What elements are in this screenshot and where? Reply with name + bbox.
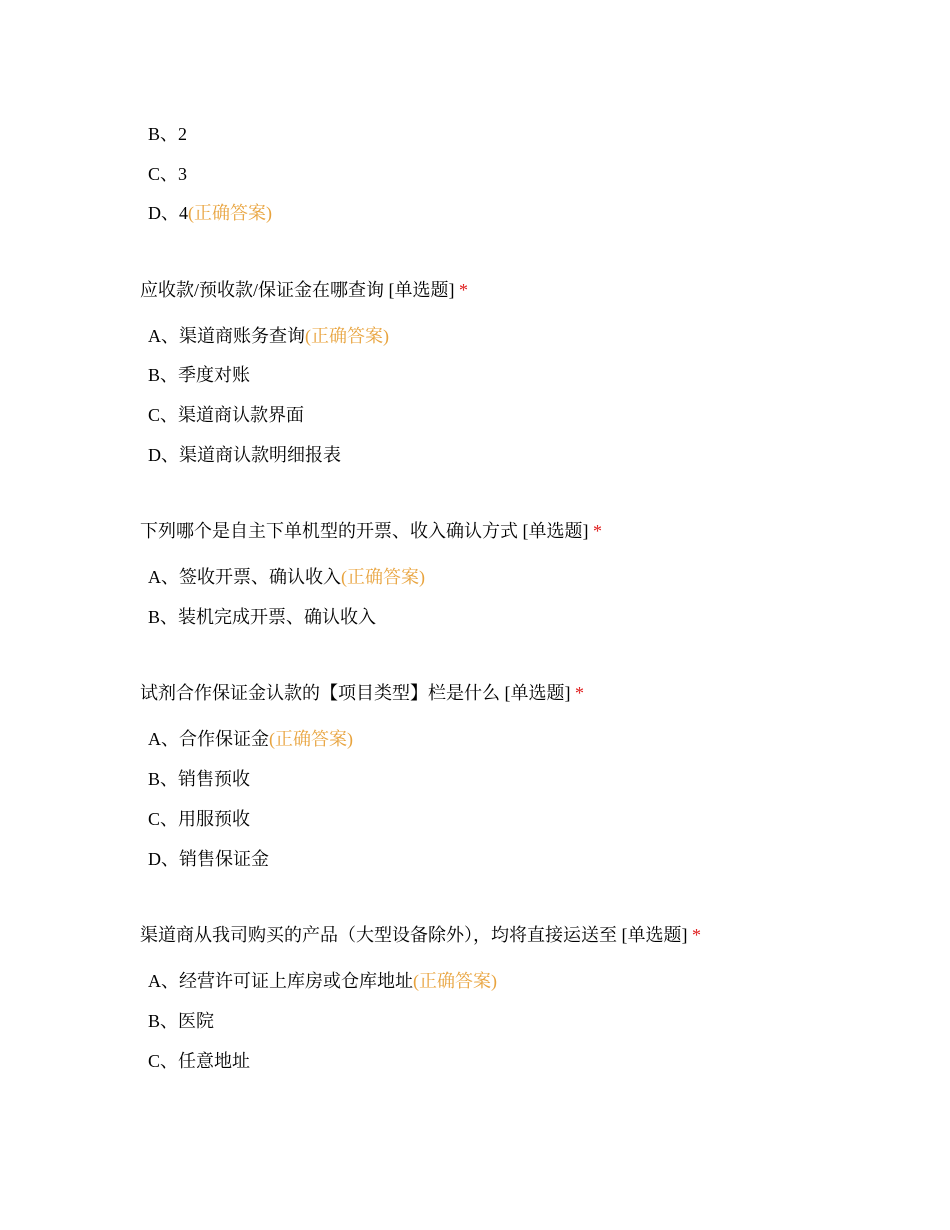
option-q3-d [148,847,269,871]
option-text: B、医院 [148,1011,215,1031]
question-text: 试剂合作保证金认款的【项目类型】栏是什么 [单选题] [140,683,571,703]
correct-answer-mark: (正确答案) [341,567,425,587]
option-q2-a [148,565,425,589]
option-text: A、签收开票、确认收入 [148,567,341,587]
option-text: A、渠道商账务查询 [148,326,305,346]
question-text: 应收款/预收款/保证金在哪查询 [单选题] [140,280,455,300]
option-q4-b [148,1009,214,1033]
option-text: A、合作保证金 [148,729,269,749]
required-mark: * [692,925,701,945]
option-text: D、销售保证金 [148,849,269,869]
required-mark: * [575,683,584,703]
question-title-q3 [140,681,584,705]
question-title-q4 [140,923,701,947]
option-text: C、3 [148,164,188,184]
option-text: C、任意地址 [148,1051,251,1071]
option-q3-c [148,807,250,831]
option-q2-b [148,605,376,629]
option-q1-b [148,363,250,387]
option-q3-a [148,727,353,751]
option-q4-c [148,1049,250,1073]
option-text: A、经营许可证上库房或仓库地址 [148,971,413,991]
question-text: 下列哪个是自主下单机型的开票、收入确认方式 [单选题] [140,521,589,541]
option-q0-b [148,122,187,146]
option-q1-d [148,443,341,467]
option-text: D、渠道商认款明细报表 [148,445,341,465]
option-q0-d [148,201,272,225]
correct-answer-mark: (正确答案) [305,326,389,346]
required-mark: * [459,280,468,300]
option-text: C、渠道商认款界面 [148,405,305,425]
correct-answer-mark: (正确答案) [269,729,353,749]
option-text: D、4 [148,203,188,223]
option-q1-c [148,403,304,427]
option-text: B、销售预收 [148,769,251,789]
correct-answer-mark: (正确答案) [188,203,272,223]
question-title-q2 [140,519,602,543]
option-q4-a [148,969,497,993]
option-q1-a [148,324,389,348]
option-text: C、用服预收 [148,809,251,829]
question-text: 渠道商从我司购买的产品（大型设备除外），均将直接运送至 [单选题] [140,925,688,945]
required-mark: * [593,521,602,541]
question-title-q1 [140,278,468,302]
correct-answer-mark: (正确答案) [413,971,497,991]
option-text: B、装机完成开票、确认收入 [148,607,377,627]
option-q3-b [148,767,250,791]
option-text: B、季度对账 [148,365,251,385]
option-q0-c [148,162,187,186]
option-text: B、2 [148,124,188,144]
